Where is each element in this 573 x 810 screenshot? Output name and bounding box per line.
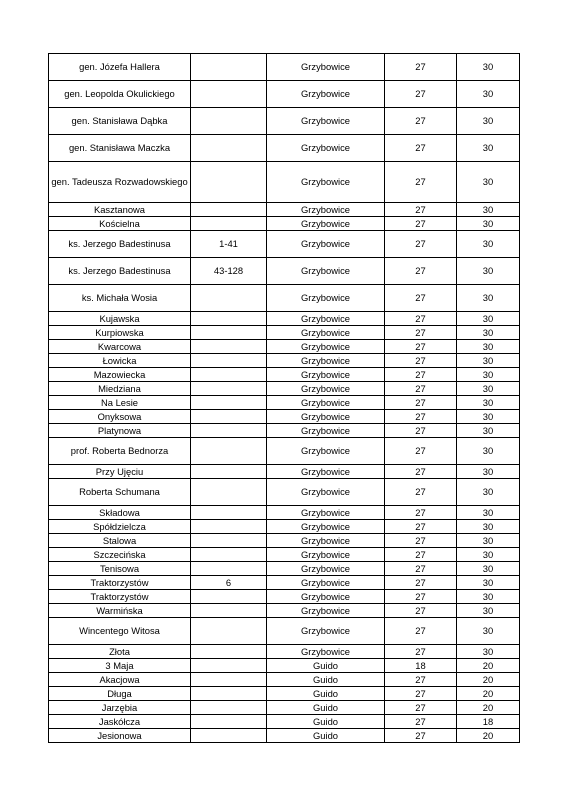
street-name-cell: Kasztanowa (49, 203, 191, 217)
value-2-cell: 20 (457, 687, 520, 701)
value-2-cell: 30 (457, 562, 520, 576)
house-number-range-cell (191, 382, 267, 396)
house-number-range-cell (191, 506, 267, 520)
street-name-cell: Traktorzystów (49, 576, 191, 590)
area-name-cell: Grzybowice (267, 54, 385, 81)
house-number-range-cell: 43-128 (191, 258, 267, 285)
value-2-cell: 30 (457, 645, 520, 659)
value-1-cell: 27 (385, 396, 457, 410)
table-row (49, 108, 520, 135)
value-2-cell: 30 (457, 231, 520, 258)
house-number-range-cell (191, 479, 267, 506)
value-1-cell: 27 (385, 673, 457, 687)
area-name-cell: Grzybowice (267, 354, 385, 368)
house-number-range-cell (191, 715, 267, 729)
value-2-cell: 30 (457, 340, 520, 354)
area-name-cell: Grzybowice (267, 410, 385, 424)
table-row (49, 465, 520, 479)
area-name-cell: Grzybowice (267, 604, 385, 618)
street-name-cell: prof. Roberta Bednorza (49, 438, 191, 465)
street-name-cell: Kujawska (49, 312, 191, 326)
value-1-cell: 27 (385, 590, 457, 604)
street-name-cell: Tenisowa (49, 562, 191, 576)
area-name-cell: Grzybowice (267, 562, 385, 576)
table-row (49, 479, 520, 506)
house-number-range-cell: 1-41 (191, 231, 267, 258)
value-1-cell: 27 (385, 81, 457, 108)
table-row (49, 506, 520, 520)
area-name-cell: Grzybowice (267, 312, 385, 326)
value-2-cell: 30 (457, 604, 520, 618)
street-name-cell: Spółdzielcza (49, 520, 191, 534)
house-number-range-cell (191, 534, 267, 548)
table-row (49, 312, 520, 326)
table-row (49, 54, 520, 81)
value-1-cell: 27 (385, 520, 457, 534)
house-number-range-cell (191, 354, 267, 368)
value-1-cell: 27 (385, 701, 457, 715)
street-name-cell: Szczecińska (49, 548, 191, 562)
value-2-cell: 20 (457, 659, 520, 673)
table-row (49, 701, 520, 715)
area-name-cell: Grzybowice (267, 645, 385, 659)
house-number-range-cell (191, 659, 267, 673)
area-name-cell: Grzybowice (267, 258, 385, 285)
table-row (49, 659, 520, 673)
value-2-cell: 20 (457, 701, 520, 715)
house-number-range-cell (191, 562, 267, 576)
house-number-range-cell (191, 438, 267, 465)
table-row (49, 534, 520, 548)
table-row (49, 81, 520, 108)
value-1-cell: 27 (385, 410, 457, 424)
street-name-cell: Kościelna (49, 217, 191, 231)
value-2-cell: 30 (457, 368, 520, 382)
street-name-cell: ks. Michała Wosia (49, 285, 191, 312)
area-name-cell: Grzybowice (267, 326, 385, 340)
house-number-range-cell (191, 108, 267, 135)
value-2-cell: 30 (457, 312, 520, 326)
value-1-cell: 27 (385, 645, 457, 659)
house-number-range-cell (191, 203, 267, 217)
value-2-cell: 30 (457, 162, 520, 203)
street-name-cell: Długa (49, 687, 191, 701)
table-row (49, 382, 520, 396)
value-1-cell: 27 (385, 715, 457, 729)
area-name-cell: Grzybowice (267, 217, 385, 231)
table-row (49, 729, 520, 743)
table-row (49, 135, 520, 162)
house-number-range-cell (191, 81, 267, 108)
value-1-cell: 27 (385, 203, 457, 217)
area-name-cell: Grzybowice (267, 590, 385, 604)
area-name-cell: Grzybowice (267, 506, 385, 520)
house-number-range-cell (191, 687, 267, 701)
value-2-cell: 30 (457, 618, 520, 645)
value-1-cell: 27 (385, 326, 457, 340)
house-number-range-cell (191, 673, 267, 687)
value-2-cell: 30 (457, 506, 520, 520)
value-1-cell: 27 (385, 217, 457, 231)
value-2-cell: 30 (457, 548, 520, 562)
area-name-cell: Grzybowice (267, 438, 385, 465)
street-name-cell: Akacjowa (49, 673, 191, 687)
house-number-range-cell (191, 729, 267, 743)
area-name-cell: Grzybowice (267, 548, 385, 562)
area-name-cell: Guido (267, 715, 385, 729)
area-name-cell: Grzybowice (267, 479, 385, 506)
value-2-cell: 30 (457, 203, 520, 217)
value-2-cell: 30 (457, 520, 520, 534)
value-2-cell: 30 (457, 410, 520, 424)
value-1-cell: 27 (385, 312, 457, 326)
street-name-cell: Złota (49, 645, 191, 659)
area-name-cell: Guido (267, 729, 385, 743)
value-1-cell: 27 (385, 729, 457, 743)
street-name-cell: Traktorzystów (49, 590, 191, 604)
street-name-cell: 3 Maja (49, 659, 191, 673)
street-name-cell: Na Lesie (49, 396, 191, 410)
area-name-cell: Grzybowice (267, 285, 385, 312)
value-2-cell: 30 (457, 258, 520, 285)
value-2-cell: 30 (457, 285, 520, 312)
value-2-cell: 20 (457, 673, 520, 687)
street-name-cell: Stalowa (49, 534, 191, 548)
table-row (49, 548, 520, 562)
house-number-range-cell (191, 618, 267, 645)
table-row (49, 576, 520, 590)
table-row (49, 162, 520, 203)
street-name-cell: ks. Jerzego Badestinusa (49, 231, 191, 258)
value-1-cell: 27 (385, 135, 457, 162)
house-number-range-cell (191, 368, 267, 382)
table-row (49, 438, 520, 465)
table-row (49, 424, 520, 438)
value-2-cell: 30 (457, 135, 520, 162)
table-row (49, 673, 520, 687)
area-name-cell: Guido (267, 687, 385, 701)
value-2-cell: 20 (457, 729, 520, 743)
house-number-range-cell: 6 (191, 576, 267, 590)
value-1-cell: 27 (385, 424, 457, 438)
street-name-cell: gen. Stanisława Dąbka (49, 108, 191, 135)
area-name-cell: Grzybowice (267, 534, 385, 548)
street-name-cell: gen. Józefa Hallera (49, 54, 191, 81)
area-name-cell: Grzybowice (267, 162, 385, 203)
street-name-cell: Jaskółcza (49, 715, 191, 729)
table-row (49, 645, 520, 659)
value-2-cell: 30 (457, 534, 520, 548)
area-name-cell: Guido (267, 659, 385, 673)
street-name-cell: gen. Leopolda Okulickiego (49, 81, 191, 108)
house-number-range-cell (191, 604, 267, 618)
street-name-cell: Platynowa (49, 424, 191, 438)
value-1-cell: 27 (385, 258, 457, 285)
value-1-cell: 27 (385, 479, 457, 506)
value-1-cell: 27 (385, 687, 457, 701)
table-row (49, 410, 520, 424)
area-name-cell: Grzybowice (267, 135, 385, 162)
area-name-cell: Guido (267, 701, 385, 715)
value-1-cell: 27 (385, 548, 457, 562)
street-name-cell: gen. Stanisława Maczka (49, 135, 191, 162)
area-name-cell: Grzybowice (267, 465, 385, 479)
value-1-cell: 27 (385, 465, 457, 479)
street-name-cell: Onyksowa (49, 410, 191, 424)
street-name-cell: Roberta Schumana (49, 479, 191, 506)
house-number-range-cell (191, 701, 267, 715)
table-row (49, 217, 520, 231)
table-row (49, 590, 520, 604)
value-2-cell: 30 (457, 54, 520, 81)
value-1-cell: 27 (385, 618, 457, 645)
table-row (49, 604, 520, 618)
house-number-range-cell (191, 520, 267, 534)
house-number-range-cell (191, 162, 267, 203)
value-2-cell: 30 (457, 438, 520, 465)
table-row (49, 203, 520, 217)
area-name-cell: Grzybowice (267, 231, 385, 258)
street-table (48, 53, 520, 743)
value-1-cell: 18 (385, 659, 457, 673)
value-1-cell: 27 (385, 534, 457, 548)
house-number-range-cell (191, 424, 267, 438)
value-1-cell: 27 (385, 438, 457, 465)
value-1-cell: 27 (385, 340, 457, 354)
area-name-cell: Grzybowice (267, 618, 385, 645)
area-name-cell: Guido (267, 673, 385, 687)
value-1-cell: 27 (385, 506, 457, 520)
value-2-cell: 30 (457, 465, 520, 479)
value-1-cell: 27 (385, 54, 457, 81)
street-name-cell: ks. Jerzego Badestinusa (49, 258, 191, 285)
value-2-cell: 18 (457, 715, 520, 729)
street-name-cell: Kurpiowska (49, 326, 191, 340)
house-number-range-cell (191, 340, 267, 354)
street-table-body (49, 54, 520, 743)
value-2-cell: 30 (457, 396, 520, 410)
value-1-cell: 27 (385, 354, 457, 368)
value-1-cell: 27 (385, 604, 457, 618)
table-row (49, 520, 520, 534)
table-row (49, 687, 520, 701)
house-number-range-cell (191, 285, 267, 312)
area-name-cell: Grzybowice (267, 576, 385, 590)
area-name-cell: Grzybowice (267, 368, 385, 382)
value-2-cell: 30 (457, 326, 520, 340)
street-name-cell: Wincentego Witosa (49, 618, 191, 645)
area-name-cell: Grzybowice (267, 81, 385, 108)
street-name-cell: Kwarcowa (49, 340, 191, 354)
area-name-cell: Grzybowice (267, 424, 385, 438)
table-row (49, 562, 520, 576)
house-number-range-cell (191, 217, 267, 231)
house-number-range-cell (191, 312, 267, 326)
value-2-cell: 30 (457, 81, 520, 108)
value-2-cell: 30 (457, 354, 520, 368)
street-name-cell: Warmińska (49, 604, 191, 618)
house-number-range-cell (191, 326, 267, 340)
house-number-range-cell (191, 54, 267, 81)
street-name-cell: Miedziana (49, 382, 191, 396)
value-1-cell: 27 (385, 231, 457, 258)
street-name-cell: Łowicka (49, 354, 191, 368)
table-row (49, 618, 520, 645)
value-1-cell: 27 (385, 576, 457, 590)
value-2-cell: 30 (457, 382, 520, 396)
area-name-cell: Grzybowice (267, 340, 385, 354)
street-name-cell: Mazowiecka (49, 368, 191, 382)
value-2-cell: 30 (457, 590, 520, 604)
value-2-cell: 30 (457, 576, 520, 590)
area-name-cell: Grzybowice (267, 396, 385, 410)
area-name-cell: Grzybowice (267, 382, 385, 396)
area-name-cell: Grzybowice (267, 520, 385, 534)
street-name-cell: Jarzębia (49, 701, 191, 715)
house-number-range-cell (191, 135, 267, 162)
value-1-cell: 27 (385, 368, 457, 382)
street-name-cell: Składowa (49, 506, 191, 520)
street-name-cell: Przy Ujęciu (49, 465, 191, 479)
table-row (49, 354, 520, 368)
table-row (49, 231, 520, 258)
value-2-cell: 30 (457, 217, 520, 231)
value-1-cell: 27 (385, 562, 457, 576)
table-row (49, 340, 520, 354)
street-name-cell: gen. Tadeusza Rozwadowskiego (49, 162, 191, 203)
area-name-cell: Grzybowice (267, 203, 385, 217)
table-row (49, 258, 520, 285)
value-2-cell: 30 (457, 108, 520, 135)
value-1-cell: 27 (385, 382, 457, 396)
table-row (49, 396, 520, 410)
street-name-cell: Jesionowa (49, 729, 191, 743)
table-row (49, 285, 520, 312)
table-row (49, 326, 520, 340)
area-name-cell: Grzybowice (267, 108, 385, 135)
house-number-range-cell (191, 465, 267, 479)
value-2-cell: 30 (457, 479, 520, 506)
house-number-range-cell (191, 590, 267, 604)
table-row (49, 368, 520, 382)
house-number-range-cell (191, 410, 267, 424)
value-1-cell: 27 (385, 108, 457, 135)
house-number-range-cell (191, 645, 267, 659)
table-row (49, 715, 520, 729)
house-number-range-cell (191, 396, 267, 410)
value-1-cell: 27 (385, 162, 457, 203)
value-1-cell: 27 (385, 285, 457, 312)
house-number-range-cell (191, 548, 267, 562)
value-2-cell: 30 (457, 424, 520, 438)
